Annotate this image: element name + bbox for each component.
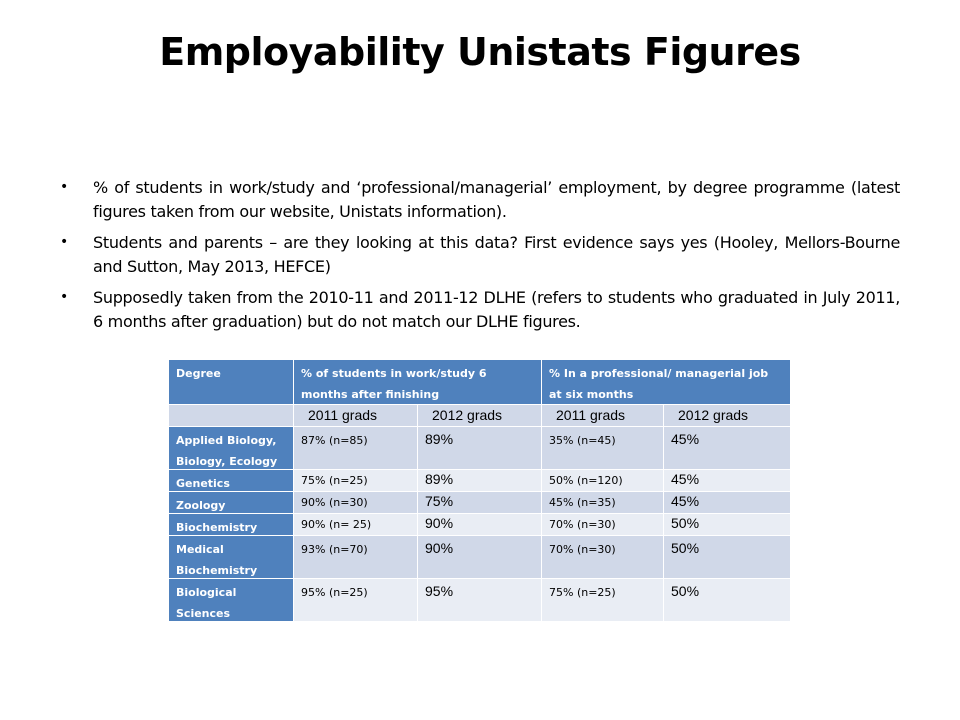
header-degree: Degree	[169, 360, 293, 404]
bullet-item	[60, 286, 900, 333]
table-cell: 70% (n=30)	[542, 514, 663, 535]
row-degree-name: Medical Biochemistry	[169, 536, 293, 578]
table-cell: 50%	[664, 579, 790, 621]
row-degree-name: Genetics	[169, 470, 293, 491]
bullet-dot-icon: •	[60, 234, 68, 250]
table-cell: 45% (n=35)	[542, 492, 663, 513]
bullet-list	[60, 176, 900, 341]
table-cell: 89%	[418, 427, 541, 469]
table-cell: 45%	[664, 427, 790, 469]
table-cell: 70% (n=30)	[542, 536, 663, 578]
header-professional: % In a professional/ managerial job at six months	[542, 360, 790, 404]
table-cell: 75% (n=25)	[542, 579, 663, 621]
table-cell: 87% (n=85)	[294, 427, 417, 469]
table-cell: 50% (n=120)	[542, 470, 663, 491]
row-degree-name: Biological Sciences	[169, 579, 293, 621]
subheader-blank	[169, 405, 293, 426]
bullet-dot-icon: •	[60, 179, 68, 195]
subheader-2012-grads: 2012 grads	[664, 405, 790, 426]
table-cell: 90%	[418, 536, 541, 578]
bullet-text: Students and parents – are they looking at this data? First evidence says yes (Hooley, Mellors-Bourne and Sutton, May 2013, HEFCE)	[93, 233, 900, 276]
subheader-2012-grads: 2012 grads	[418, 405, 541, 426]
table-cell: 95% (n=25)	[294, 579, 417, 621]
subheader-2011-grads: 2011 grads	[294, 405, 417, 426]
bullet-text: Supposedly taken from the 2010-11 and 2011-12 DLHE (refers to students who graduated in July 2011, 6 months after graduation) but do not match our DLHE figures.	[93, 288, 900, 331]
table-cell: 50%	[664, 514, 790, 535]
subheader-2011-grads: 2011 grads	[542, 405, 663, 426]
table-cell: 35% (n=45)	[542, 427, 663, 469]
table-cell: 90% (n=30)	[294, 492, 417, 513]
bullet-dot-icon: •	[60, 289, 68, 305]
row-degree-name: Biochemistry	[169, 514, 293, 535]
slide-title: Employability Unistats Figures	[159, 30, 801, 74]
employability-table	[169, 360, 790, 621]
bullet-text: % of students in work/study and ‘professional/managerial’ employment, by degree programme (latest figures taken from our website, Unistats information).	[93, 178, 900, 221]
bullet-item	[60, 176, 900, 223]
table-cell: 50%	[664, 536, 790, 578]
header-work-study: % of students in work/study 6 months after finishing	[294, 360, 541, 404]
table-cell: 90%	[418, 514, 541, 535]
table-cell: 95%	[418, 579, 541, 621]
table-cell: 75% (n=25)	[294, 470, 417, 491]
row-degree-name: Zoology	[169, 492, 293, 513]
table-cell: 45%	[664, 470, 790, 491]
table-cell: 89%	[418, 470, 541, 491]
row-degree-name: Applied Biology, Biology, Ecology	[169, 427, 293, 469]
table-cell: 90% (n= 25)	[294, 514, 417, 535]
table-cell: 93% (n=70)	[294, 536, 417, 578]
table-cell: 45%	[664, 492, 790, 513]
table-cell: 75%	[418, 492, 541, 513]
bullet-item	[60, 231, 900, 278]
